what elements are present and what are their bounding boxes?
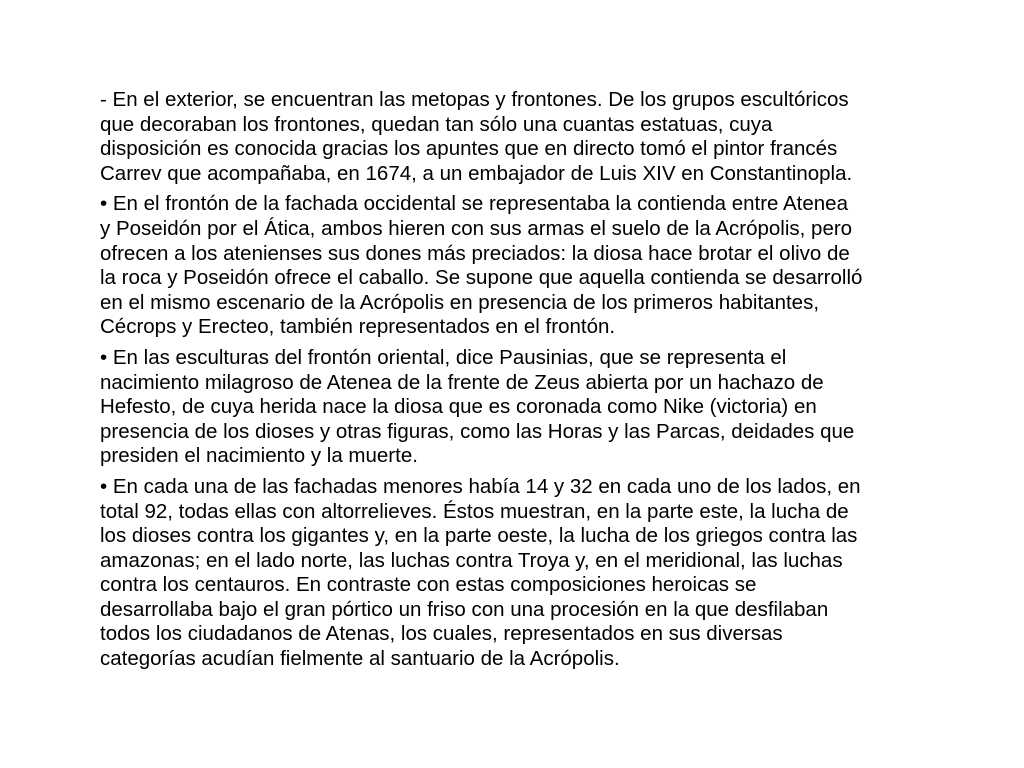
paragraph-exterior-metopas: - En el exterior, se encuentran las metopas y frontones. De los grupos escultóricos que decoraban los frontones, quedan tan sólo una cuantas estatuas, cuya disposición es conocida gracias los apuntes que en directo tomó el pintor francés Carrev que acompañaba, en 1674, a un embajador de Luis XIV en Constantinopla.: [100, 88, 853, 185]
paragraph-fachadas-menores: • En cada una de las fachadas menores había 14 y 32 en cada uno de los lados, en total 92, todas ellas con altorrelieves. Éstos muestran, en la parte este, la lucha de los dioses contra los gigantes y, en la parte oeste, la lucha de los griegos contra las amazonas; en el lado norte, las luchas contra Troya y, en el meridional, las luchas contra los centauros. En contraste con estas composiciones heroicas se desarrollaba bajo el gran pórtico un friso con una procesión en la que desfilaban todos los ciudadanos de Atenas, los cuales, representados en sus diversas categorías acudían fielmente al santuario de la Acrópolis.: [100, 474, 861, 671]
slide-body: [100, 88, 970, 678]
paragraph-fronton-occidental: • En el frontón de la fachada occidental se representaba la contienda entre Atenea y Poseidón por el Ática, ambos hieren con sus armas el suelo de la Acrópolis, pero ofrecen a los atenienses sus dones más preciados: la diosa hace brotar el olivo de la roca y Poseidón ofrece el caballo. Se supone que aquella contienda se desarrolló en el mismo escenario de la Acrópolis en presencia de los primeros habitantes, Cécrops y Erecteo, también representados en el frontón.: [100, 192, 863, 339]
paragraph-fronton-oriental: • En las esculturas del frontón oriental, dice Pausinias, que se representa el nacimiento milagroso de Atenea de la frente de Zeus abierta por un hachazo de Hefesto, de cuya herida nace la diosa que es coronada como Nike (victoria) en presencia de los dioses y otras figuras, como las Horas y las Parcas, deidades que presiden el nacimiento y la muerte.: [100, 345, 855, 468]
